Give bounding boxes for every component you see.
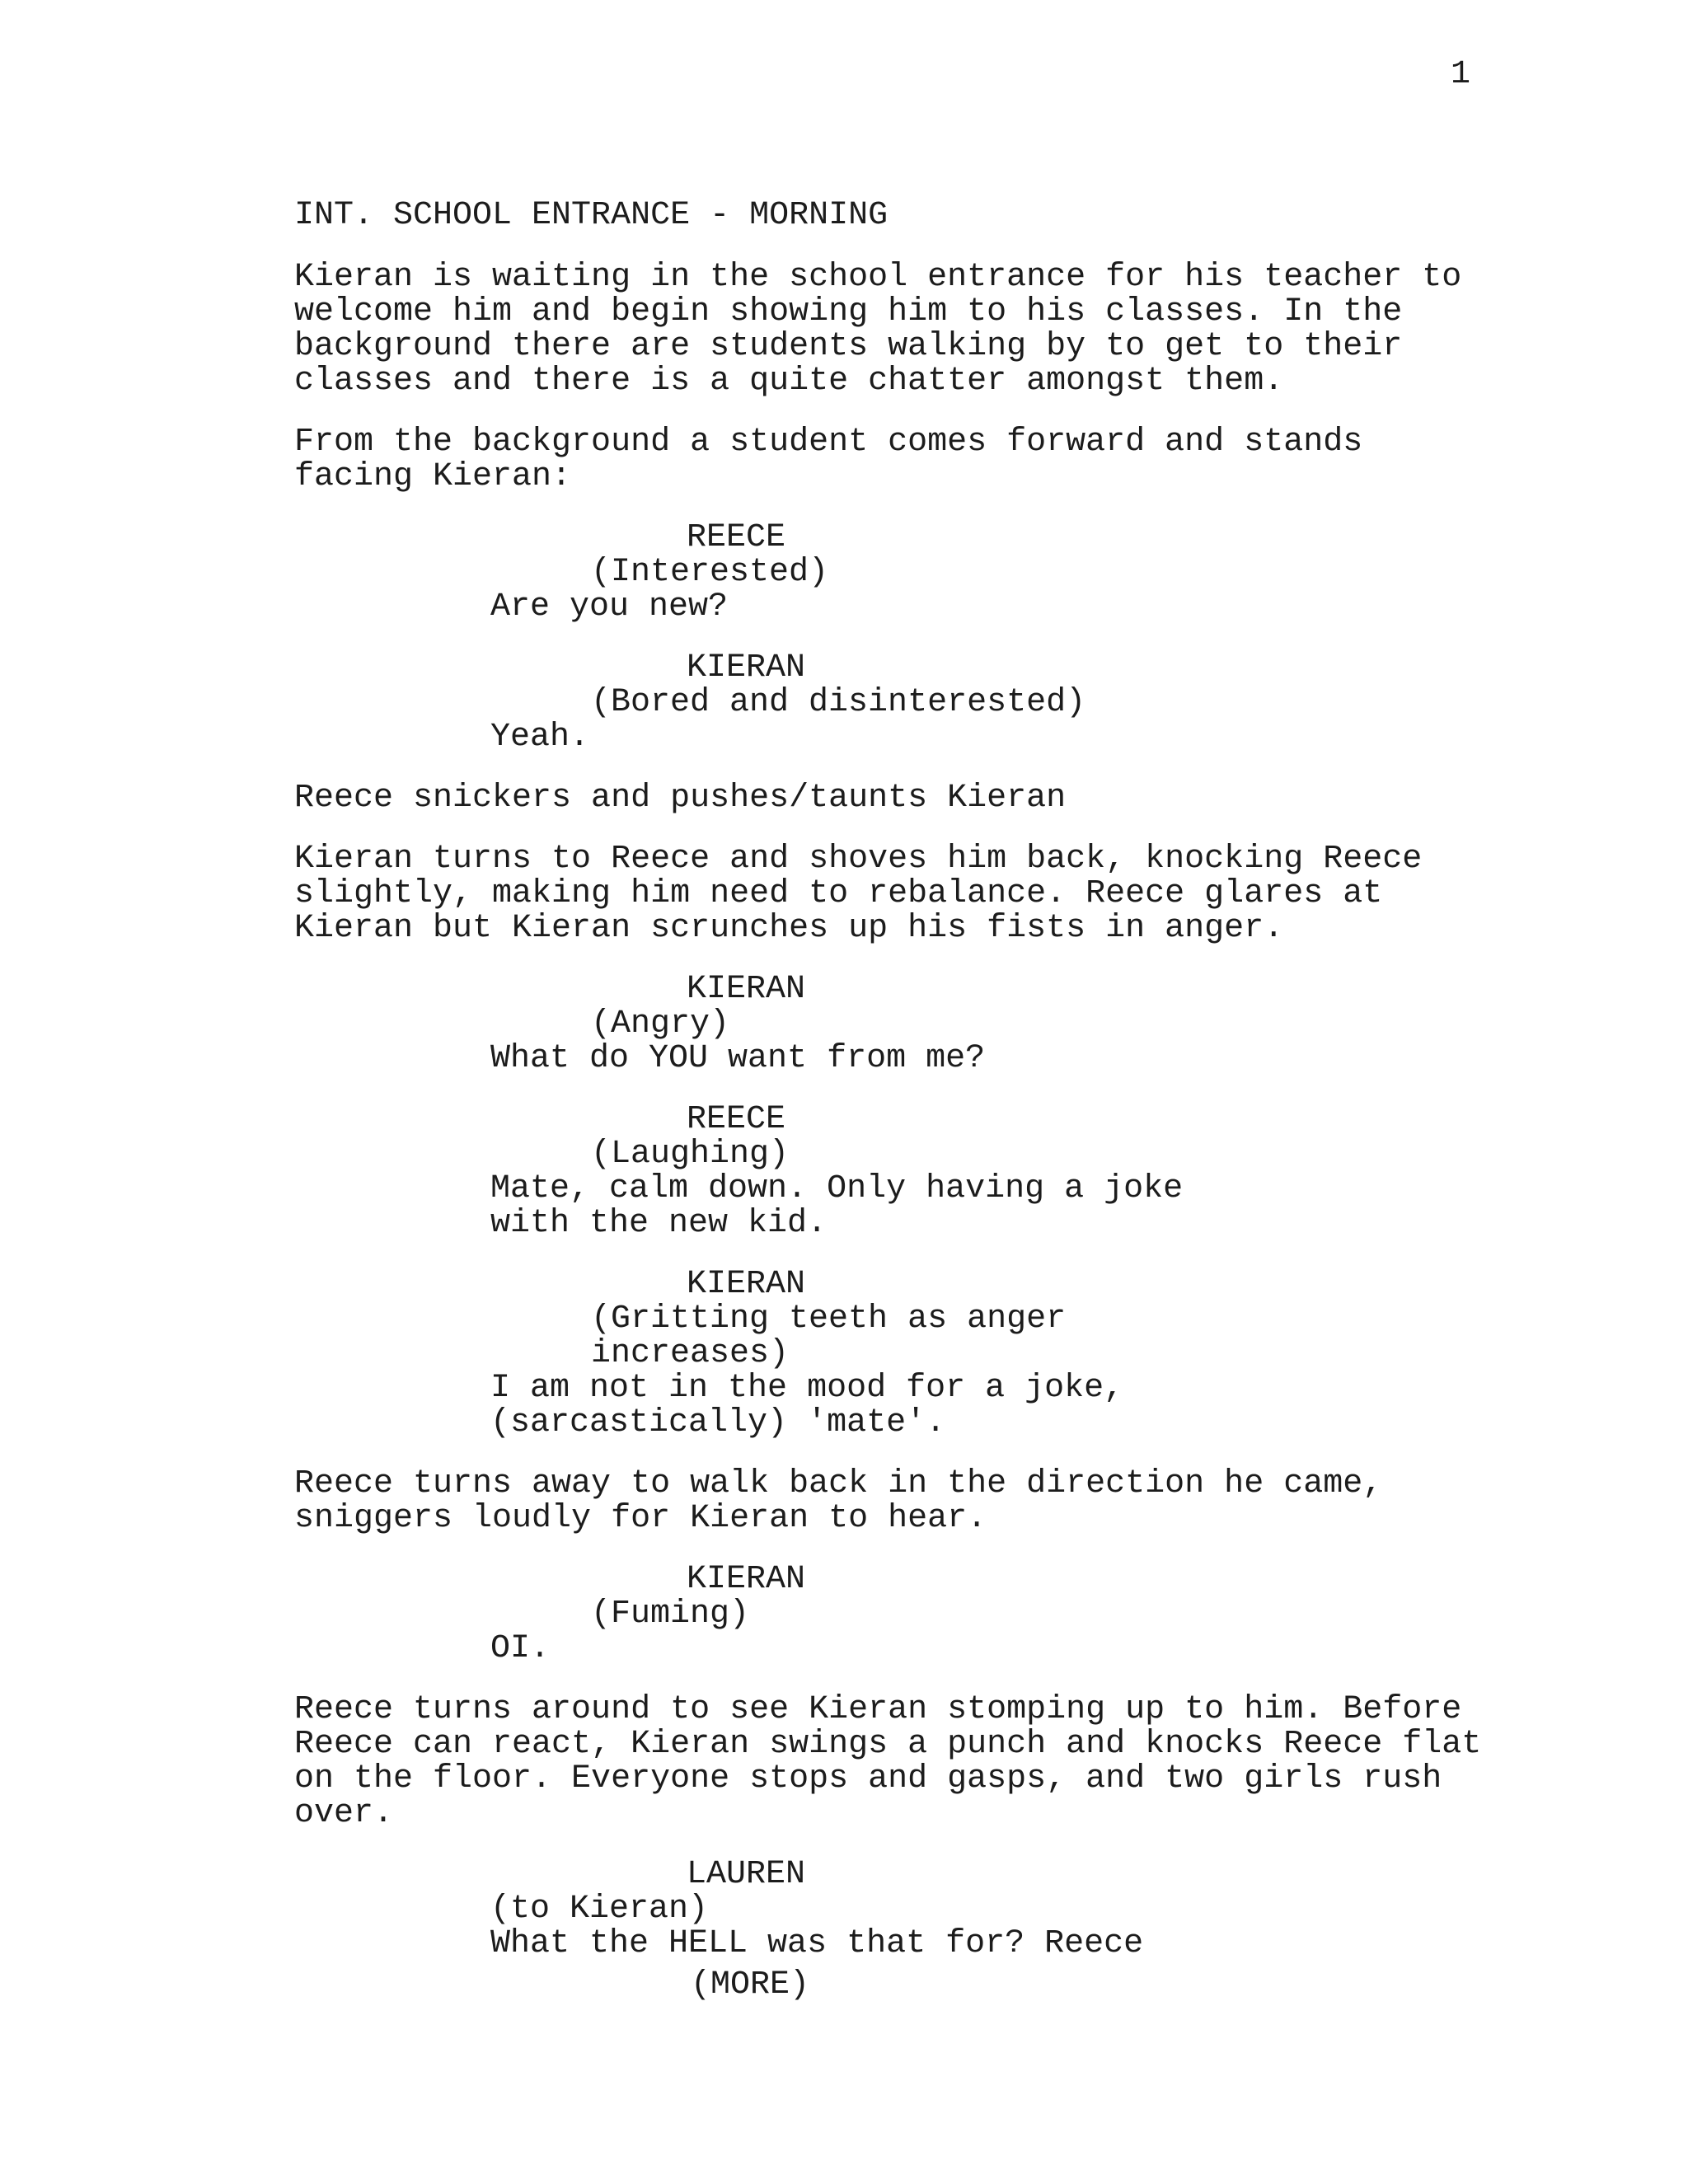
dialogue-line: OI. <box>490 1630 551 1667</box>
action-line: welcome him and begin showing him to his classes. In the <box>294 293 1403 330</box>
action-line: background there are students walking by to get to their <box>294 328 1403 365</box>
action-line: Kieran is waiting in the school entrance for his teacher to <box>294 259 1462 296</box>
action-line: slightly, making him need to rebalance. Reece glares at <box>294 875 1383 912</box>
dialogue-line: What the HELL was that for? Reece <box>490 1925 1144 1962</box>
parenthetical: (to Kieran) <box>490 1891 709 1928</box>
character-name: KIERAN <box>687 1266 806 1303</box>
action-line: Reece turns away to walk back in the direction he came, <box>294 1465 1383 1502</box>
parenthetical: (Gritting teeth as anger <box>591 1301 1067 1338</box>
action-line: Reece turns around to see Kieran stomping up to him. Before <box>294 1691 1462 1728</box>
dialogue-line: Mate, calm down. Only having a joke <box>490 1170 1184 1207</box>
parenthetical: (Bored and disinterested) <box>591 684 1086 721</box>
action-line: on the floor. Everyone stops and gasps, and two girls rush <box>294 1760 1442 1797</box>
action-line: Kieran but Kieran scrunches up his fists in anger. <box>294 910 1284 947</box>
action-line: classes and there is a quite chatter amongst them. <box>294 363 1284 400</box>
action-line: Kieran turns to Reece and shoves him back, knocking Reece <box>294 841 1423 878</box>
character-name: KIERAN <box>687 649 806 687</box>
action-line: Reece snickers and pushes/taunts Kieran <box>294 780 1067 817</box>
character-name: KIERAN <box>687 971 806 1008</box>
character-name: LAUREN <box>687 1856 806 1893</box>
page-number: 1 <box>1451 56 1471 93</box>
parenthetical: (Angry) <box>591 1005 730 1043</box>
dialogue-line: (sarcastically) 'mate'. <box>490 1404 946 1441</box>
more-indicator: (MORE) <box>691 1966 810 2004</box>
character-name: REECE <box>687 519 786 556</box>
parenthetical: (Interested) <box>591 554 829 591</box>
action-line: Reece can react, Kieran swings a punch and knocks Reece flat <box>294 1726 1482 1763</box>
dialogue-line: with the new kid. <box>490 1205 828 1242</box>
action-line: sniggers loudly for Kieran to hear. <box>294 1500 987 1537</box>
dialogue-line: I am not in the mood for a joke, <box>490 1370 1124 1407</box>
parenthetical: (Fuming) <box>591 1596 750 1633</box>
action-line: From the background a student comes forward and stands <box>294 424 1363 461</box>
action-line: over. <box>294 1795 394 1832</box>
character-name: REECE <box>687 1101 786 1138</box>
parenthetical: (Laughing) <box>591 1136 790 1173</box>
dialogue-line: Yeah. <box>490 719 590 756</box>
dialogue-line: What do YOU want from me? <box>490 1040 986 1077</box>
parenthetical: increases) <box>591 1335 790 1372</box>
dialogue-line: Are you new? <box>490 588 729 626</box>
character-name: KIERAN <box>687 1561 806 1598</box>
action-line: facing Kieran: <box>294 458 572 495</box>
scene-heading: INT. SCHOOL ENTRANCE - MORNING <box>294 197 889 234</box>
